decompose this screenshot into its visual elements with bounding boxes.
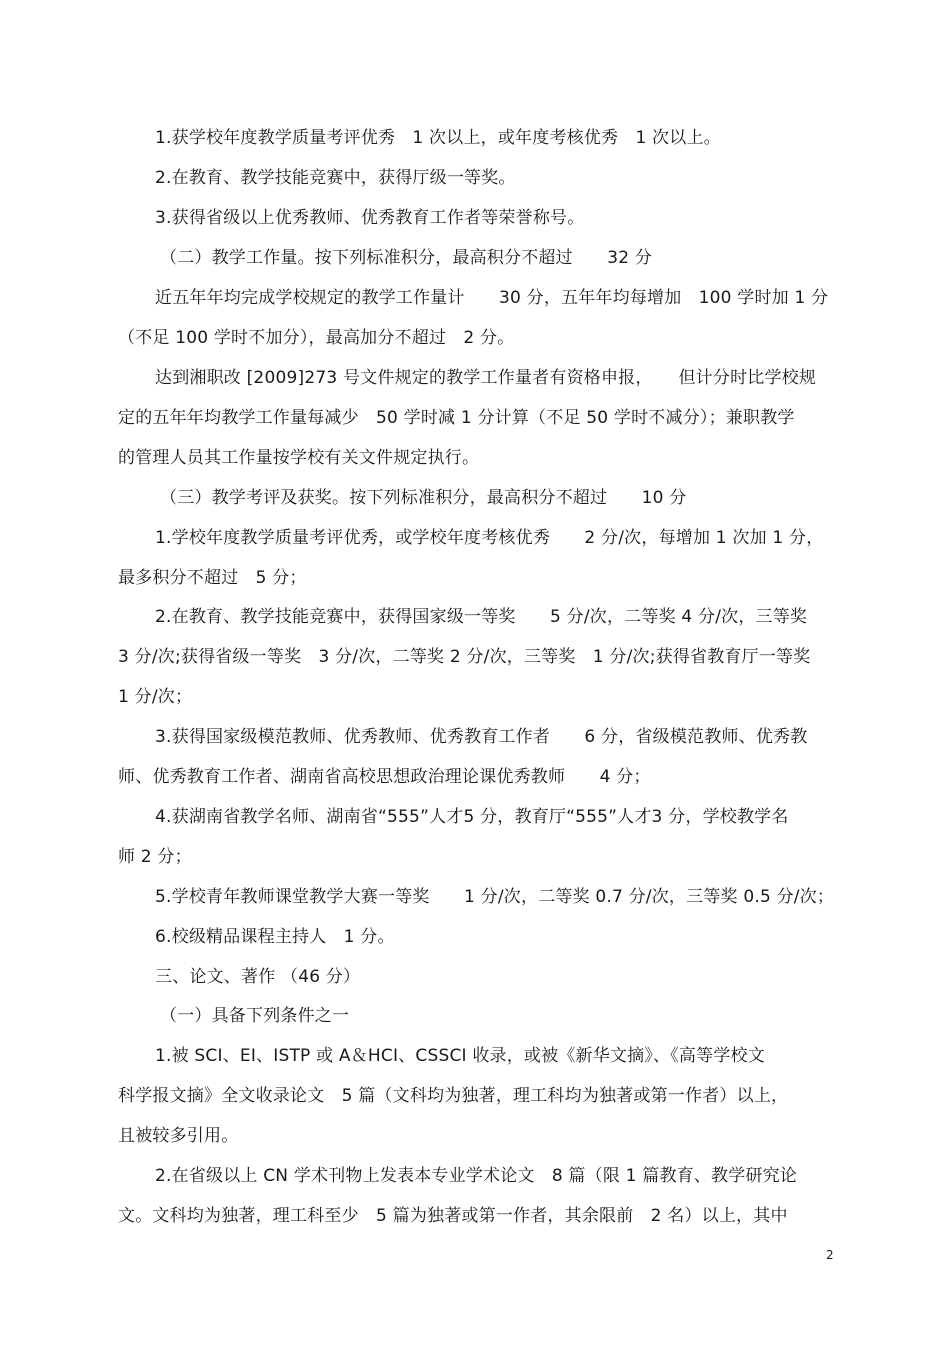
paragraph-line: 2.在教育、教学技能竞赛中，获得厅级一等奖。 (155, 168, 516, 188)
paragraph-line: 5.学校青年教师课堂教学大赛一等奖 1 分/次，二等奖 0.7 分/次，三等奖 0.5 分/次； (155, 887, 835, 907)
paragraph-line: 文。文科均为独著，理工科至少 5 篇为独著或第一作者，其余限前 2 名）以上，其中 (118, 1206, 788, 1226)
page-number: 2 (826, 1248, 834, 1262)
paragraph-line: （不足 100 学时不加分），最高加分不超过 2 分。 (118, 328, 515, 348)
paragraph-line: 3.获得省级以上优秀教师、优秀教育工作者等荣誉称号。 (155, 208, 585, 228)
paragraph-line: 1.获学校年度教学质量考评优秀 1 次以上，或年度考核优秀 1 次以上。 (155, 128, 721, 148)
paragraph-line: 2.在省级以上 CN 学术刊物上发表本专业学术论文 8 篇（限 1 篇教育、教学研究论 (155, 1166, 798, 1186)
paragraph-line: 近五年年均完成学校规定的教学工作量计 30 分，五年年均每增加 100 学时加 1 分 (155, 288, 829, 308)
paragraph-line: 6.校级精品课程主持人 1 分。 (155, 927, 395, 947)
section-heading: （一）具备下列条件之一 (160, 1006, 350, 1026)
paragraph-line: 1.学校年度教学质量考评优秀，或学校年度考核优秀 2 分/次，每增加 1 次加 1 分， (155, 528, 824, 548)
paragraph-line: 最多积分不超过 5 分； (118, 568, 307, 588)
paragraph-line: 定的五年年均教学工作量每减少 50 学时减 1 分计算（不足 50 学时不减分）；兼职教学 (118, 408, 795, 428)
paragraph-line: 4.获湖南省教学名师、湖南省“555”人才5 分，教育厅“555”人才3 分，学校教学名 (155, 807, 789, 827)
paragraph-line: 达到湘职改 [2009]273 号文件规定的教学工作量者有资格申报， 但计分时比学校规 (155, 368, 817, 388)
paragraph-line: 1 分/次； (118, 687, 193, 707)
paragraph-line: 3.获得国家级模范教师、优秀教师、优秀教育工作者 6 分，省级模范教师、优秀教 (155, 727, 808, 747)
section-heading: 三、论文、著作 （46 分） (155, 967, 361, 987)
paragraph-line: 1.被 SCI、EI、ISTP 或 A＆HCI、CSSCI 收录，或被《新华文摘》、《高等学校文 (155, 1046, 765, 1066)
paragraph-line: 师 2 分； (118, 847, 192, 867)
section-heading: （二）教学工作量。按下列标准积分，最高积分不超过 32 分 (160, 248, 653, 268)
paragraph-line: 师、优秀教育工作者、湖南省高校思想政治理论课优秀教师 4 分； (118, 767, 651, 787)
paragraph-line: 2.在教育、教学技能竞赛中，获得国家级一等奖 5 分/次，二等奖 4 分/次，三等奖 (155, 607, 808, 627)
paragraph-line: 科学报文摘》全文收录论文 5 篇（文科均为独著，理工科均为独著或第一作者）以上， (118, 1086, 789, 1106)
section-heading: （三）教学考评及获奖。按下列标准积分，最高积分不超过 10 分 (160, 488, 687, 508)
paragraph-line: 3 分/次;获得省级一等奖 3 分/次，二等奖 2 分/次，三等奖 1 分/次;获得省教育厅一等奖 (118, 647, 811, 667)
paragraph-line: 且被较多引用。 (118, 1126, 239, 1146)
paragraph-line: 的管理人员其工作量按学校有关文件规定执行。 (118, 448, 480, 468)
